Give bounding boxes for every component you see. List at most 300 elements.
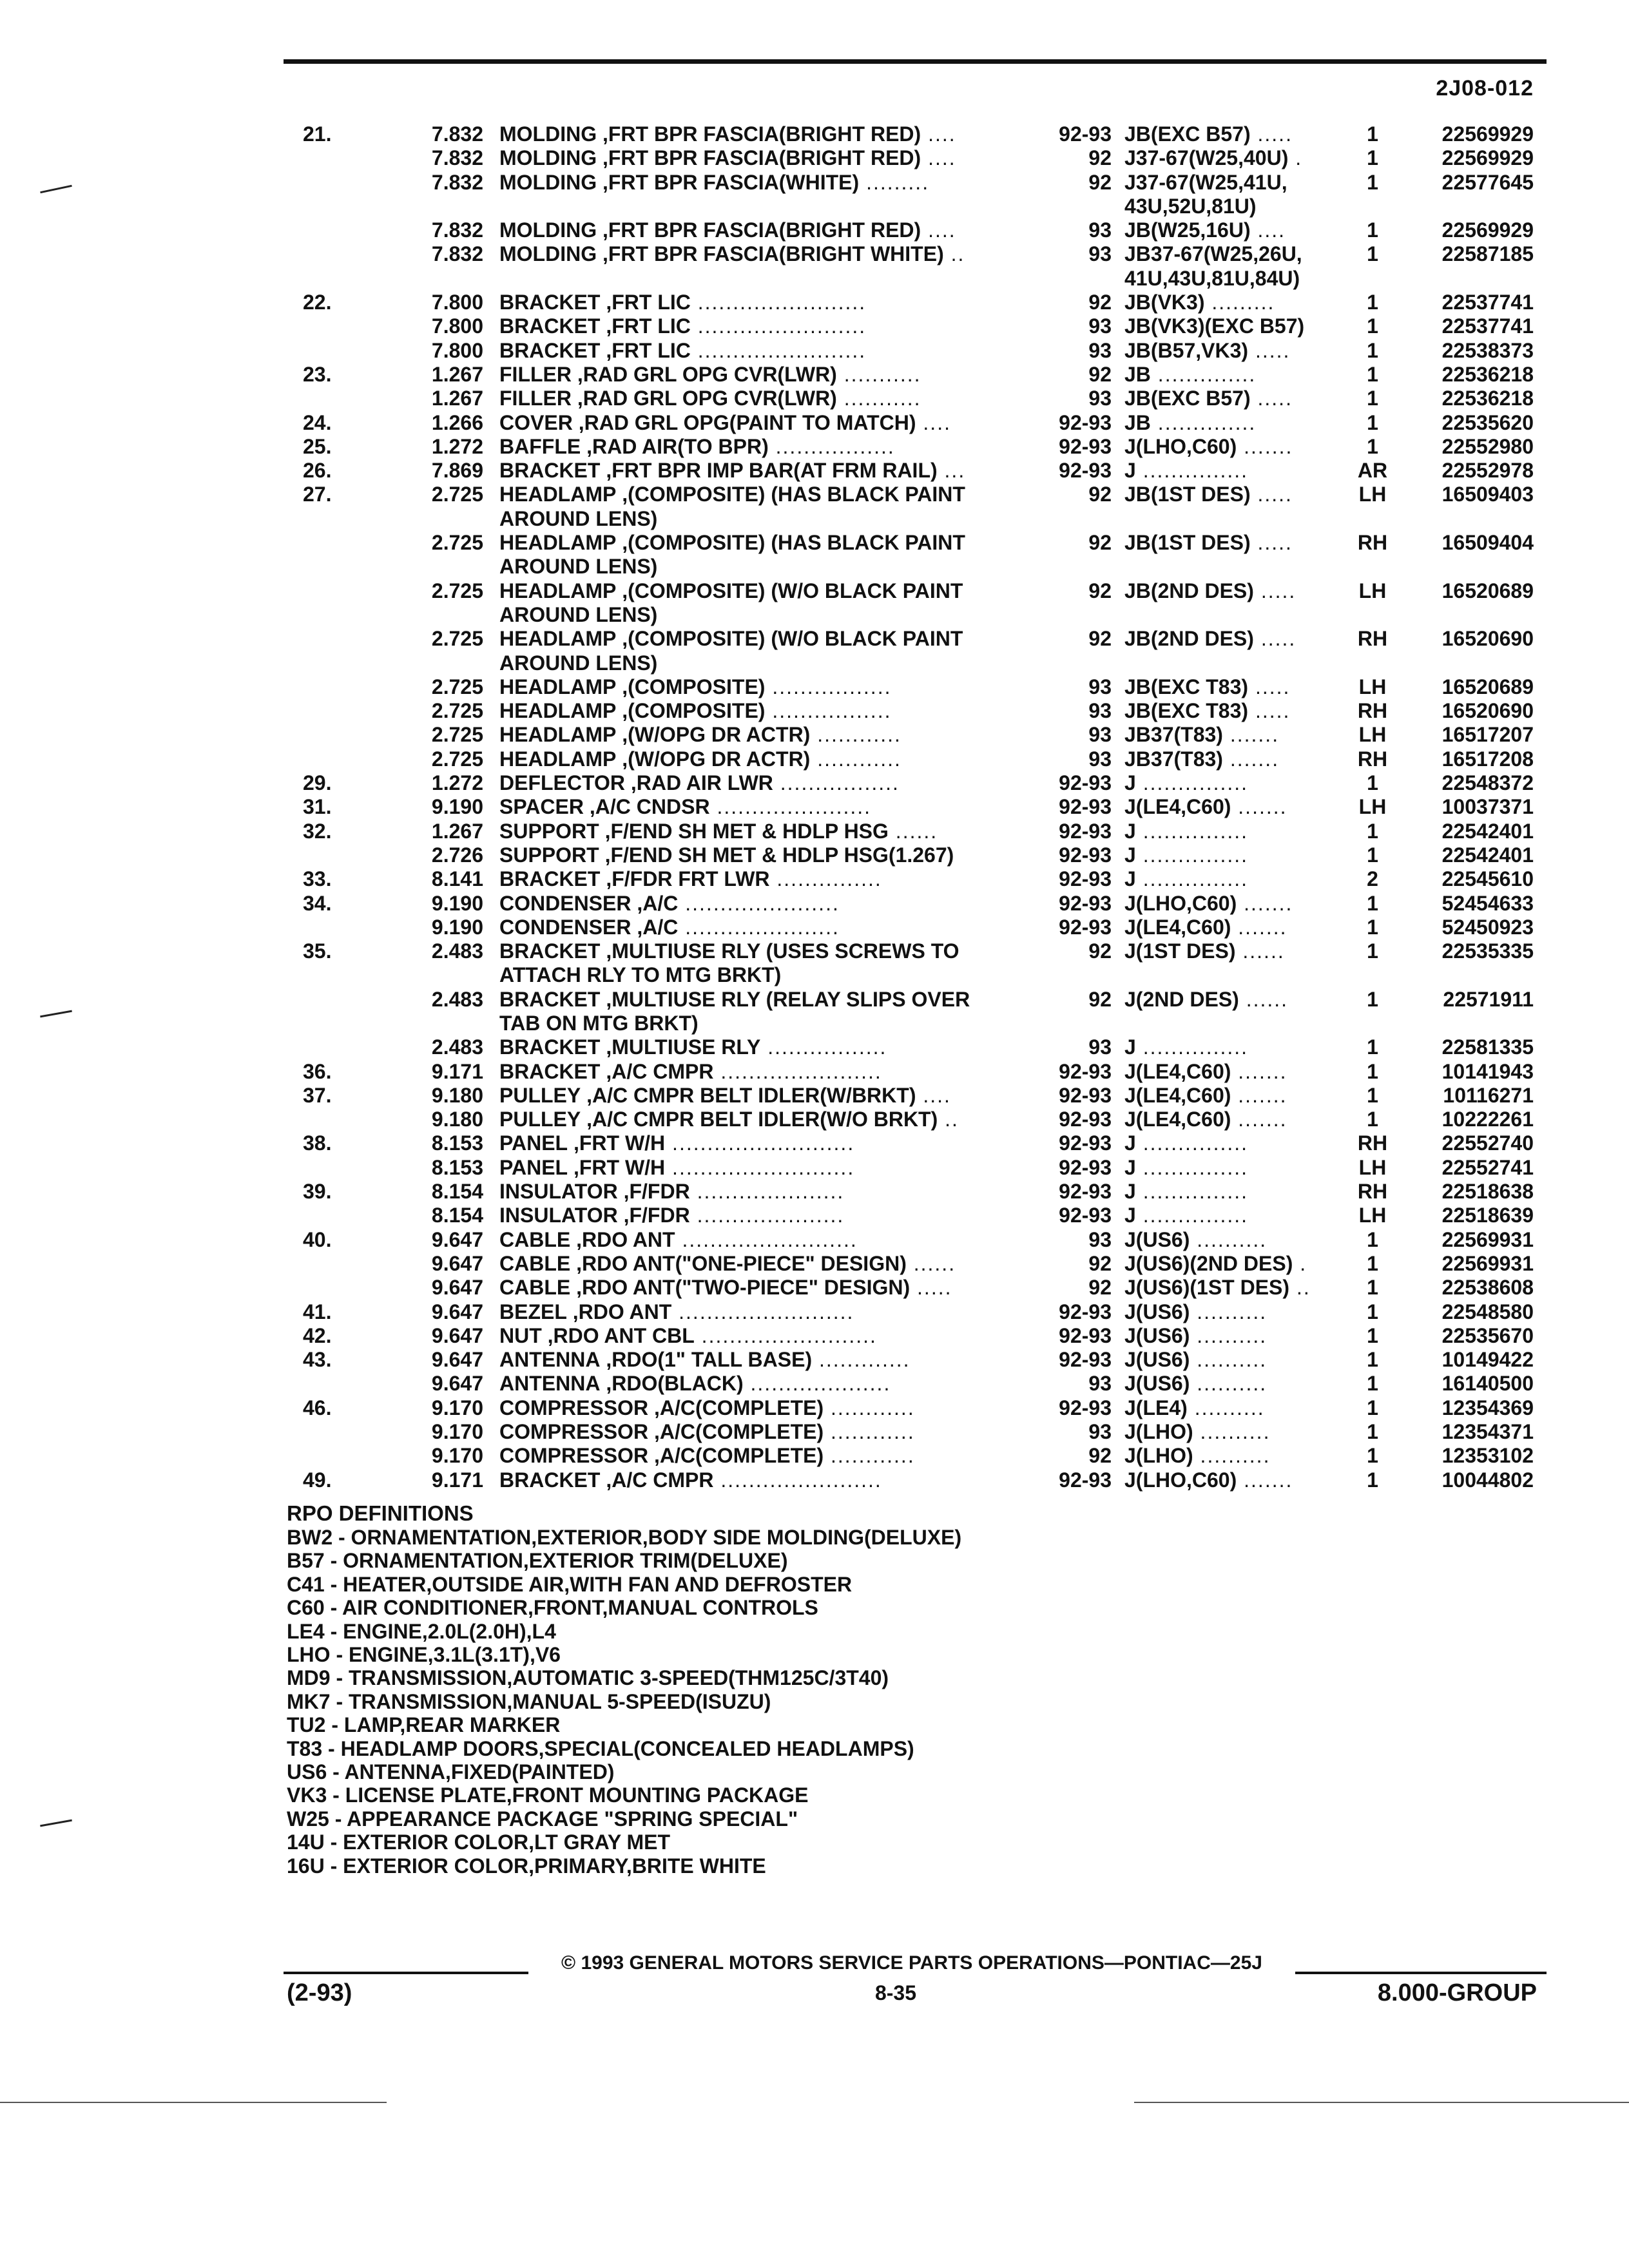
leader-dots: ....................... [713,1059,882,1083]
part-detail: AROUND LENS) [499,555,658,579]
model-code: JB(VK3)(EXC B57) [1124,314,1305,338]
quantity: LH [1358,675,1387,698]
model-code: J(LHO,C60) [1124,891,1237,915]
quantity: LH [1358,1204,1387,1227]
group-number: 9.647 [431,1300,483,1323]
part-detail: ,RAD GRL OPG CVR(LWR) [571,387,837,410]
part-number: 22569929 [1441,218,1534,242]
group-number: 9.171 [431,1059,483,1083]
group-number: 2.483 [431,1035,483,1059]
part-row [0,820,1629,843]
leader-dots: ......................... [694,1323,877,1347]
part-description [499,627,1034,651]
part-detail: ,F/FDR [617,1204,690,1227]
part-description [499,820,1034,843]
part-name: BRACKET [499,1468,601,1492]
model-year: 93 [1088,675,1112,698]
part-name: HEADLAMP [499,627,617,651]
group-number: 2.483 [431,939,483,963]
model-usage [1124,892,1337,916]
leader-dots: ............... [1135,1155,1249,1179]
quantity: 1 [1367,218,1378,242]
leader-dots: .......... [1187,1396,1265,1419]
model-usage [1124,1420,1337,1444]
model-code: J(US6) [1124,1227,1190,1251]
leader-dots: ...................... [709,795,872,819]
leader-dots: ............... [1135,1180,1249,1204]
part-description [499,1444,1034,1468]
part-row [0,1348,1629,1372]
model-code: J(LE4,C60) [1124,1083,1231,1107]
model-year: 92 [1088,1276,1112,1300]
group-number: 9.170 [431,1444,483,1468]
part-description [499,1324,1034,1348]
part-number: 10116271 [1443,1083,1534,1107]
model-usage [1124,267,1337,291]
part-name: HEADLAMP [499,699,617,723]
model-year: 92-93 [1059,843,1112,867]
ref-number: 36. [303,1059,332,1083]
model-year: 93 [1088,747,1112,771]
leader-dots: .......... [1193,1444,1271,1468]
leader-dots: ............ [824,1444,915,1468]
leader-dots: .......... [1190,1372,1268,1396]
model-usage [1124,218,1337,242]
part-detail: ,MULTIUSE RLY (USES SCREWS TO [600,939,959,963]
part-detail: ,RDO ANT("ONE-PIECE" DESIGN) [570,1251,907,1275]
part-number: 22552978 [1441,459,1534,483]
part-detail: ,A/C CMPR BELT IDLER(W/O BRKT) [581,1108,938,1131]
leader-dots: .. [1289,1276,1311,1300]
part-row [0,1131,1629,1155]
model-year: 92-93 [1059,1131,1112,1155]
model-usage [1124,483,1337,506]
quantity: 1 [1367,1396,1378,1419]
model-year: 92 [1088,291,1112,314]
rpo-item: MD9 - TRANSMISSION,AUTOMATIC 3-SPEED(THM125C/3T40) [287,1666,889,1690]
part-row [0,1228,1629,1252]
part-description [499,1108,1034,1131]
group-number: 2.725 [431,531,483,555]
model-code: J(LE4,C60) [1124,1108,1231,1131]
part-detail: AROUND LENS) [499,602,658,626]
model-year: 92-93 [1059,410,1112,434]
group-number: 9.647 [431,1227,483,1251]
model-usage [1124,411,1337,435]
model-usage [1124,843,1337,867]
model-year: 92-93 [1059,1083,1112,1107]
group-number: 9.647 [431,1323,483,1347]
part-detail: ,FRT BPR FASCIA(WHITE) [597,170,860,194]
part-description [499,916,1034,939]
leader-dots: ........................ [690,314,867,338]
leader-dots: ........................ [690,291,867,314]
ref-number: 40. [303,1227,332,1251]
leader-dots: . [1293,1251,1307,1275]
leader-dots: .............. [1150,362,1257,386]
quantity: RH [1357,1131,1388,1155]
part-detail: ,(COMPOSITE) (HAS BLACK PAINT [616,483,965,506]
leader-dots: ............... [769,867,882,891]
model-year: 92 [1088,579,1112,602]
model-usage [1124,627,1337,651]
part-row [0,1276,1629,1300]
model-code: J(LE4,C60) [1124,795,1231,819]
part-row [0,892,1629,916]
part-description [499,1156,1034,1180]
part-number: 22548580 [1441,1300,1534,1323]
part-detail: ,RDO ANT [566,1300,672,1323]
model-year: 92 [1088,483,1112,506]
group-number: 7.832 [431,242,483,266]
part-description [499,1228,1034,1252]
part-number: 22587185 [1441,242,1534,266]
part-number: 22569931 [1441,1251,1534,1275]
model-usage [1124,171,1337,195]
footer-rule-left [284,1972,528,1974]
part-row [0,1444,1629,1468]
part-row [0,1252,1629,1276]
part-number: 12354371 [1441,1420,1534,1444]
part-detail: ATTACH RLY TO MTG BRKT) [499,963,782,987]
part-description [499,1012,1034,1035]
part-name: DEFLECTOR [499,771,625,795]
part-name: BEZEL [499,1300,567,1323]
part-detail: ,(COMPOSITE) [616,675,766,698]
part-row [0,1156,1629,1180]
part-number: 52450923 [1441,915,1534,939]
part-detail: ,F/END SH MET & HDLP HSG [599,819,889,843]
part-number: 16509404 [1441,531,1534,555]
model-usage [1124,723,1337,747]
part-description [499,1060,1034,1084]
part-row [0,699,1629,723]
quantity: LH [1358,483,1387,506]
part-row [0,579,1629,603]
part-detail: ,A/C(COMPLETE) [648,1444,824,1468]
quantity: 1 [1367,843,1378,867]
model-code: J [1124,867,1136,891]
model-usage [1124,387,1337,410]
quantity: 1 [1367,387,1378,410]
quantity: 1 [1367,242,1378,266]
group-number: 2.726 [431,843,483,867]
part-name: BRACKET [499,459,601,483]
quantity: 1 [1367,434,1378,458]
model-usage [1124,1156,1337,1180]
model-usage [1124,363,1337,387]
part-detail: ,(COMPOSITE) (HAS BLACK PAINT [616,531,965,555]
part-row [0,171,1629,195]
group-number: 9.171 [431,1468,483,1492]
part-number: 16520689 [1441,675,1534,698]
group-number: 9.190 [431,795,483,819]
model-code: J [1124,459,1136,483]
part-detail: ,A/C [631,891,679,915]
part-number: 22536218 [1441,362,1534,386]
quantity: LH [1358,723,1387,747]
leader-dots: . [1288,146,1303,170]
model-code: JB(B57,VK3) [1124,338,1249,362]
model-code: J(LE4,C60) [1124,915,1231,939]
leader-dots: .................... [743,1372,891,1396]
quantity: 1 [1367,1444,1378,1468]
part-detail: AROUND LENS) [499,651,658,675]
part-number: 22518638 [1441,1180,1534,1204]
part-number: 22569931 [1441,1227,1534,1251]
leader-dots: ........................ [690,338,867,362]
part-row [0,1396,1629,1420]
part-row [0,435,1629,459]
ref-number: 24. [303,410,332,434]
part-name: CABLE [499,1227,571,1251]
part-row [0,1035,1629,1059]
model-code: 43U,52U,81U) [1124,194,1257,218]
model-usage [1124,820,1337,843]
part-name: NUT [499,1323,542,1347]
quantity: LH [1358,579,1387,602]
part-number: 22518639 [1441,1204,1534,1227]
model-code: J37-67(W25,41U, [1124,170,1287,194]
group-number: 2.725 [431,699,483,723]
part-detail: ,FRT LIC [600,338,691,362]
model-usage [1124,435,1337,459]
part-detail: ,FRT BPR FASCIA(BRIGHT RED) [597,122,921,146]
part-description [499,507,1034,531]
part-name: MOLDING [499,122,597,146]
model-year: 92-93 [1059,1180,1112,1204]
part-detail: AROUND LENS) [499,506,658,530]
model-year: 92-93 [1059,891,1112,915]
part-description [499,651,1034,675]
model-code: J [1124,1204,1136,1227]
group-label: 8.000-GROUP [1377,1979,1537,2006]
part-number: 22569929 [1441,122,1534,146]
part-number: 22581335 [1441,1035,1534,1059]
group-number: 2.725 [431,723,483,747]
leader-dots: ....... [1222,723,1280,747]
leader-dots: ................. [760,1035,887,1059]
quantity: 1 [1367,1251,1378,1275]
group-number: 7.832 [431,218,483,242]
ref-number: 31. [303,795,332,819]
part-detail: ,RDO ANT CBL [541,1323,695,1347]
quantity: 1 [1367,891,1378,915]
leader-dots: ...... [1239,987,1289,1011]
part-name: BRACKET [499,338,601,362]
model-code: JB37(T83) [1124,723,1223,747]
part-row [0,603,1629,627]
model-year: 92 [1088,939,1112,963]
model-code: JB(EXC T83) [1124,675,1249,698]
model-year: 93 [1088,242,1112,266]
part-detail: ,A/C CMPR [600,1468,714,1492]
model-code: JB(EXC B57) [1124,387,1251,410]
leader-dots: ....... [1237,434,1293,458]
part-number: 22577645 [1441,170,1534,194]
part-description [499,555,1034,579]
model-code: J [1124,819,1136,843]
part-number: 16520689 [1441,579,1534,602]
part-number: 22571911 [1443,987,1534,1011]
part-name: COMPRESSOR [499,1420,649,1444]
model-usage [1124,795,1337,819]
quantity: 1 [1367,987,1378,1011]
rpo-item: TU2 - LAMP,REAR MARKER [287,1713,561,1737]
model-usage [1124,988,1337,1012]
model-usage [1124,1131,1337,1155]
model-year: 93 [1088,1372,1112,1396]
quantity: RH [1357,627,1388,651]
part-detail: ,FRT BPR FASCIA(BRIGHT WHITE) [597,242,944,266]
model-code: JB(2ND DES) [1124,579,1254,602]
model-usage [1124,1324,1337,1348]
leader-dots: ..... [1250,122,1293,146]
group-number: 8.141 [431,867,483,891]
model-year: 92-93 [1059,1108,1112,1131]
quantity: 1 [1367,410,1378,434]
ref-number: 41. [303,1300,332,1323]
ref-number: 42. [303,1323,332,1347]
part-detail: ,FRT LIC [600,291,691,314]
leader-dots: ..... [1253,579,1296,602]
quantity: RH [1357,699,1388,723]
ref-number: 37. [303,1083,332,1107]
model-code: J [1124,771,1136,795]
model-usage [1124,747,1337,771]
part-row [0,218,1629,242]
group-number: 7.800 [431,338,483,362]
model-year: 92 [1088,627,1112,651]
part-detail: ,(W/OPG DR ACTR) [616,723,811,747]
part-detail: ,(COMPOSITE) (W/O BLACK PAINT [616,627,963,651]
group-number: 7.869 [431,459,483,483]
scan-mark [0,2102,387,2103]
group-number: 9.647 [431,1251,483,1275]
leader-dots: ....... [1237,1468,1293,1492]
group-number: 2.725 [431,747,483,771]
part-description [499,435,1034,459]
part-description [499,795,1034,819]
rpo-item: T83 - HEADLAMP DOORS,SPECIAL(CONCEALED HEADLAMPS) [287,1736,914,1760]
part-row [0,867,1629,891]
part-detail: ,FRT W/H [568,1155,666,1179]
model-code: J(LHO,C60) [1124,434,1237,458]
part-number: 22545610 [1441,867,1534,891]
part-detail: ,RDO ANT("TWO-PIECE" DESIGN) [570,1276,911,1300]
leader-dots: ...... [906,1251,956,1275]
ref-number: 21. [303,122,332,146]
quantity: 1 [1367,1108,1378,1131]
quantity: 1 [1367,1083,1378,1107]
group-number: 1.267 [431,819,483,843]
part-number: 22552740 [1441,1131,1534,1155]
leader-dots: ......................... [675,1227,858,1251]
model-usage [1124,579,1337,603]
part-name: BRACKET [499,291,601,314]
part-name: FILLER [499,387,572,410]
leader-dots: ............... [1135,843,1249,867]
leader-dots: ....... [1231,1059,1287,1083]
part-description [499,843,1034,867]
part-name: CABLE [499,1251,571,1275]
leader-dots: ..... [1248,699,1291,723]
part-row [0,314,1629,338]
model-year: 92 [1088,531,1112,555]
part-detail: ,(COMPOSITE) [616,699,766,723]
part-detail: ,MULTIUSE RLY (RELAY SLIPS OVER [600,987,970,1011]
ref-number: 39. [303,1180,332,1204]
model-code: JB(EXC B57) [1124,122,1251,146]
model-usage [1124,699,1337,723]
leader-dots: .... [916,1083,951,1107]
quantity: 1 [1367,314,1378,338]
part-name: COMPRESSOR [499,1444,649,1468]
part-name: HEADLAMP [499,531,617,555]
model-year: 92-93 [1059,1155,1112,1179]
part-name: SUPPORT [499,819,599,843]
part-description [499,723,1034,747]
quantity: RH [1357,747,1388,771]
model-year: 92-93 [1059,867,1112,891]
part-description [499,1372,1034,1396]
date-code: (2-93) [287,1979,352,2006]
model-year: 92 [1088,362,1112,386]
model-code: J(US6) [1124,1372,1190,1396]
model-year: 92-93 [1059,915,1112,939]
part-row [0,1300,1629,1324]
part-detail: ,FRT LIC [600,314,691,338]
leader-dots: ....... [1231,1108,1287,1131]
part-description [499,988,1034,1012]
ref-number: 43. [303,1348,332,1372]
part-number: 10044802 [1441,1468,1534,1492]
part-row [0,411,1629,435]
leader-dots: .... [921,218,956,242]
model-code: J(LHO) [1124,1420,1193,1444]
part-description [499,603,1034,627]
quantity: 1 [1367,1348,1378,1372]
model-year: 92-93 [1059,122,1112,146]
group-number: 7.800 [431,291,483,314]
leader-dots: ................. [773,771,900,795]
model-code: J(US6) [1124,1323,1190,1347]
leader-dots: ................. [768,434,895,458]
quantity: 1 [1367,939,1378,963]
group-number: 1.272 [431,771,483,795]
group-number: 8.153 [431,1131,483,1155]
model-usage [1124,916,1337,939]
part-number: 52454633 [1441,891,1534,915]
model-usage [1124,291,1337,314]
part-row [0,1180,1629,1204]
leader-dots: ..... [1253,627,1296,651]
part-description [499,339,1034,363]
part-number: 22535620 [1441,410,1534,434]
footer-rule-right [1295,1972,1547,1974]
model-year: 92-93 [1059,1059,1112,1083]
model-code: J [1124,1155,1136,1179]
part-name: BRACKET [499,987,601,1011]
quantity: 1 [1367,1059,1378,1083]
leader-dots: ........... [836,387,921,410]
part-detail: ,FRT BPR IMP BAR(AT FRM RAIL) [600,459,938,483]
part-number: 16520690 [1441,627,1534,651]
part-detail: ,F/FDR [617,1180,690,1204]
ref-number: 49. [303,1468,332,1492]
part-description [499,579,1034,603]
leader-dots: ..................... [689,1180,845,1204]
